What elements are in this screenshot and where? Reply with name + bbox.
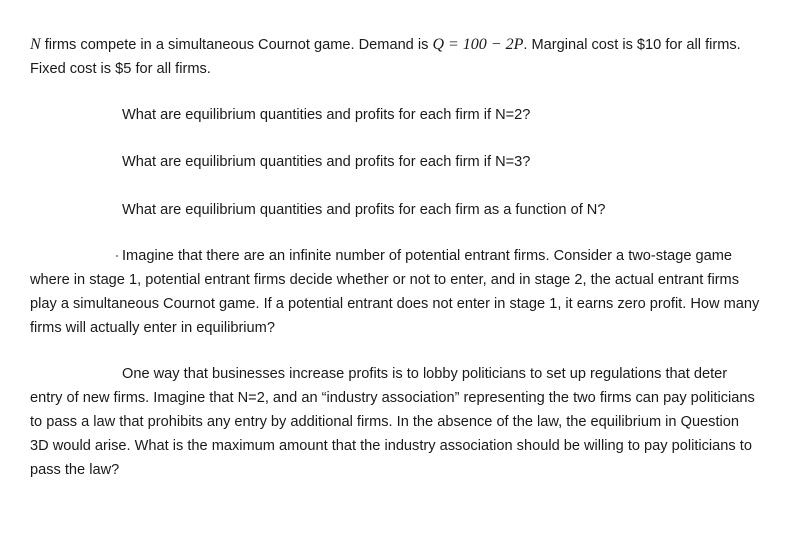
indent-marker xyxy=(30,244,122,268)
question-c: What are equilibrium quantities and profits for each firm as a function of N? xyxy=(122,202,606,218)
question-a: What are equilibrium quantities and profits for each firm if N=2? xyxy=(122,107,531,123)
variable-n xyxy=(30,36,41,53)
bullet-dot xyxy=(116,255,118,257)
lobby-paragraph-text: One way that businesses increase profits is to lobby politicians to set up regulations that deter entry of new firms. Imagine that N=2, and an “industry association” representing the two firms can pay politicians to pass a law that prohibits any entry by additional firms. In the absence of the law, the equilibrium in Question 3D would arise. What is the maximum amount that the industry association should be willing to pay politicians to pass the law? xyxy=(30,366,755,478)
demand-equation-text: Q = 100 − 2P xyxy=(432,36,524,53)
intro-paragraph xyxy=(30,33,760,81)
entry-paragraph xyxy=(30,244,760,340)
question-b: What are equilibrium quantities and profits for each firm if N=3? xyxy=(122,154,531,170)
intro-text-a: firms compete in a simultaneous Cournot game. Demand is xyxy=(40,37,433,53)
variable-n-text: N xyxy=(30,36,41,53)
lobby-paragraph xyxy=(30,362,760,482)
demand-equation xyxy=(432,36,523,53)
intro-text-b: . Marginal cost is $10 for all firms. Fixed cost is $5 for all firms. xyxy=(30,37,741,77)
entry-paragraph-text: Imagine that there are an infinite number of potential entrant firms. Consider a two-stage game where in stage 1, potential entrant firms decide whether or not to enter, and in stage 2, the actual entrant firms play a simultaneous Cournot game. If a potential entrant does not enter in stage 1, it earns zero profit. How many firms will actually enter in equilibrium? xyxy=(30,248,760,336)
